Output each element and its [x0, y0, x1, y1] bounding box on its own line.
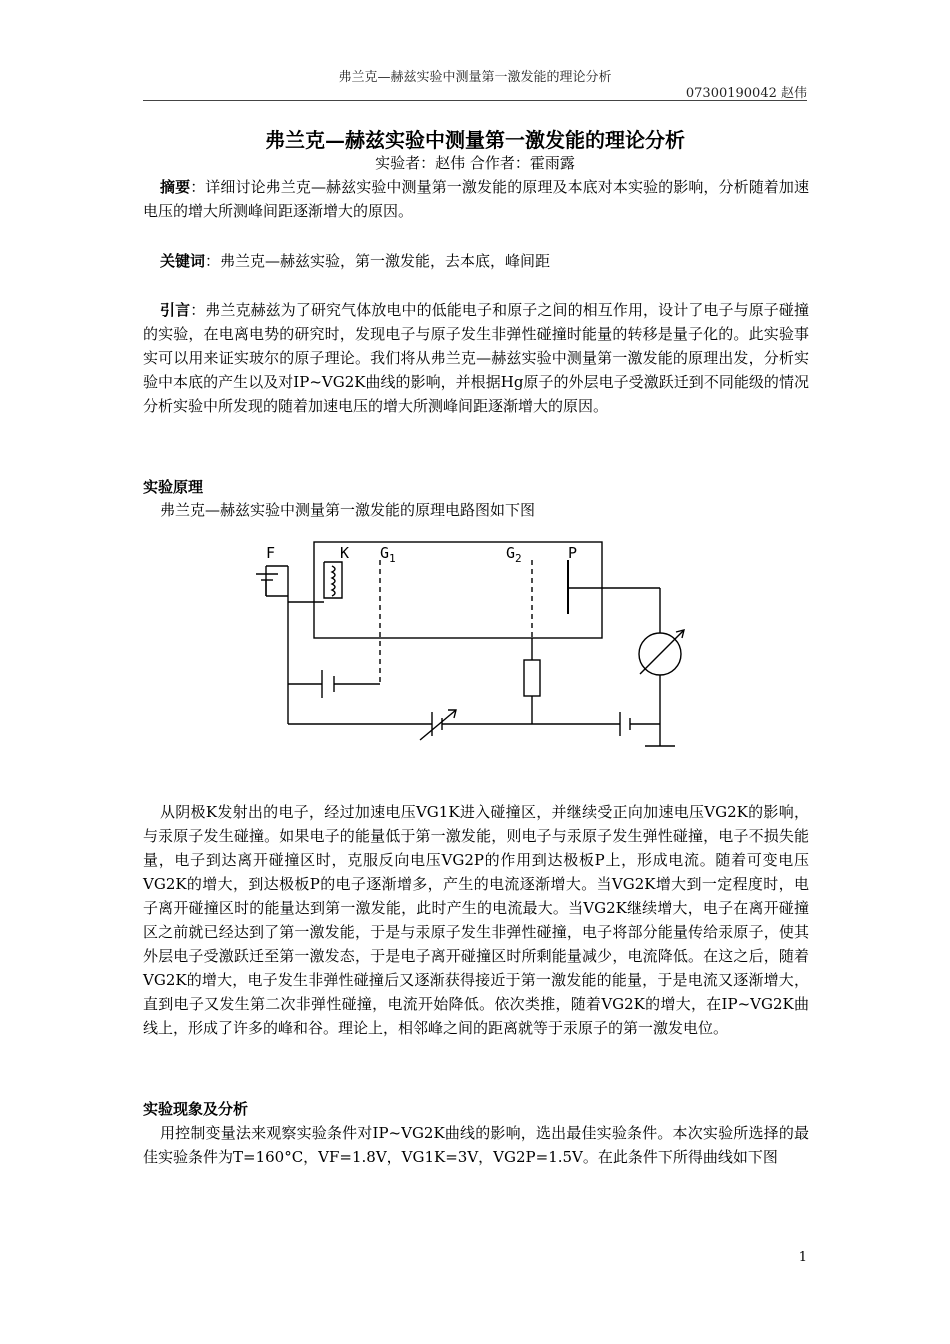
- label-p: P: [568, 544, 578, 562]
- cathode-holder: [324, 562, 342, 598]
- keywords-paragraph: [143, 249, 809, 273]
- section-heading-analysis: 实验现象及分析: [143, 1100, 249, 1118]
- circuit-caption: 弗兰克—赫兹实验中测量第一激发能的原理电路图如下图: [160, 501, 536, 519]
- principle-body: 从阴极K发射出的电子，经过加速电压VG1K进入碰撞区，并继续受正向加速电压VG2K的影响，与汞原子发生碰撞。如果电子的能量低于第一激发能，则电子与汞原子发生弹性碰撞，电子不损失能量，电子到达离开碰撞区时，克服反向电压VG2P的作用到达极板P上，形成电流。随着可变电压VG2K的增大，到达极板P的电子逐渐增多，产生的电流逐渐增大。当VG2K增大到一定程度时，电子离开碰撞区时的能量达到第一激发能，此时产生的电流最大。当VG2K继续增大，电子在离开碰撞区之前就已经达到了第一激发能，于是与汞原子发生非弹性碰撞，电子将部分能量传给汞原子，使其外层电子受激跃迁至第一激发态，于是电子离开碰撞区时所剩能量减少，电流降低。在这之后，随着VG2K的增大，电子发生非弹性碰撞后又逐渐获得接近于第一激发能的能量，于是电流又逐渐增大，直到电子又发生第二次非弹性碰撞，电流开始降低。依次类推，随着VG2K的增大，在IP~VG2K曲线上，形成了许多的峰和谷。理论上，相邻峰之间的距离就等于汞原子的第一激发电位。: [143, 803, 809, 1037]
- label-f: F: [266, 544, 276, 562]
- label-k: K: [340, 544, 350, 562]
- page-number: 1: [798, 1250, 807, 1265]
- section-heading-principle: 实验原理: [143, 478, 204, 496]
- running-header-author: 07300190042 赵伟: [685, 86, 807, 101]
- analysis-body: 用控制变量法来观察实验条件对IP~VG2K曲线的影响，选出最佳实验条件。本次实验所选择的最佳实验条件为T=160°C，VF=1.8V，VG1K=3V，VG2P=1.5V。在此条件下所得曲线如下图: [143, 1124, 809, 1166]
- abstract-paragraph: [143, 175, 809, 223]
- running-header-title: 弗兰克—赫兹实验中测量第一激发能的理论分析: [338, 70, 612, 85]
- ammeter-needle: [640, 630, 684, 674]
- abstract-label: 摘要: [160, 178, 191, 196]
- paper-title: 弗兰克—赫兹实验中测量第一激发能的理论分析: [265, 128, 685, 152]
- intro-text: ：弗兰克赫兹为了研究气体放电中的低能电子和原子之间的相互作用，设计了电子与原子碰撞的实验，在电离电势的研究时，发现电子与原子发生非弹性碰撞时能量的转移是量子化的。此实验事实可以用来证实玻尔的原子理论。我们将从弗兰克—赫兹实验中测量第一激发能的原理出发，分析实验中本底的产生以及对IP~VG2K曲线的影响，并根据Hg原子的外层电子受激跃迁到不同能级的情况分析实验中所发现的随着加速电压的增大所测峰间距逐渐增大的原因。: [143, 301, 809, 415]
- variable-arrow: [420, 710, 456, 740]
- tube-outline: [314, 542, 602, 638]
- label-g2: $G_2$: [506, 544, 522, 565]
- keywords-text: ：弗兰克—赫兹实验，第一激发能，去本底，峰间距: [205, 252, 551, 270]
- intro-label: 引言: [160, 301, 191, 319]
- header-divider: [143, 100, 807, 101]
- resistor: [524, 660, 540, 696]
- abstract-text: ：详细讨论弗兰克—赫兹实验中测量第一激发能的原理及本底对本实验的影响，分析随着加速电压的增大所测峰间距逐渐增大的原因。: [143, 178, 809, 220]
- paper-authors: 实验者：赵伟 合作者：霍雨露: [375, 154, 575, 172]
- cathode-coil: [332, 566, 335, 596]
- intro-paragraph: [143, 298, 809, 418]
- keywords-label: 关键词: [160, 252, 206, 270]
- circuit-diagram: [250, 538, 690, 753]
- label-g1: $G_1$: [380, 544, 396, 565]
